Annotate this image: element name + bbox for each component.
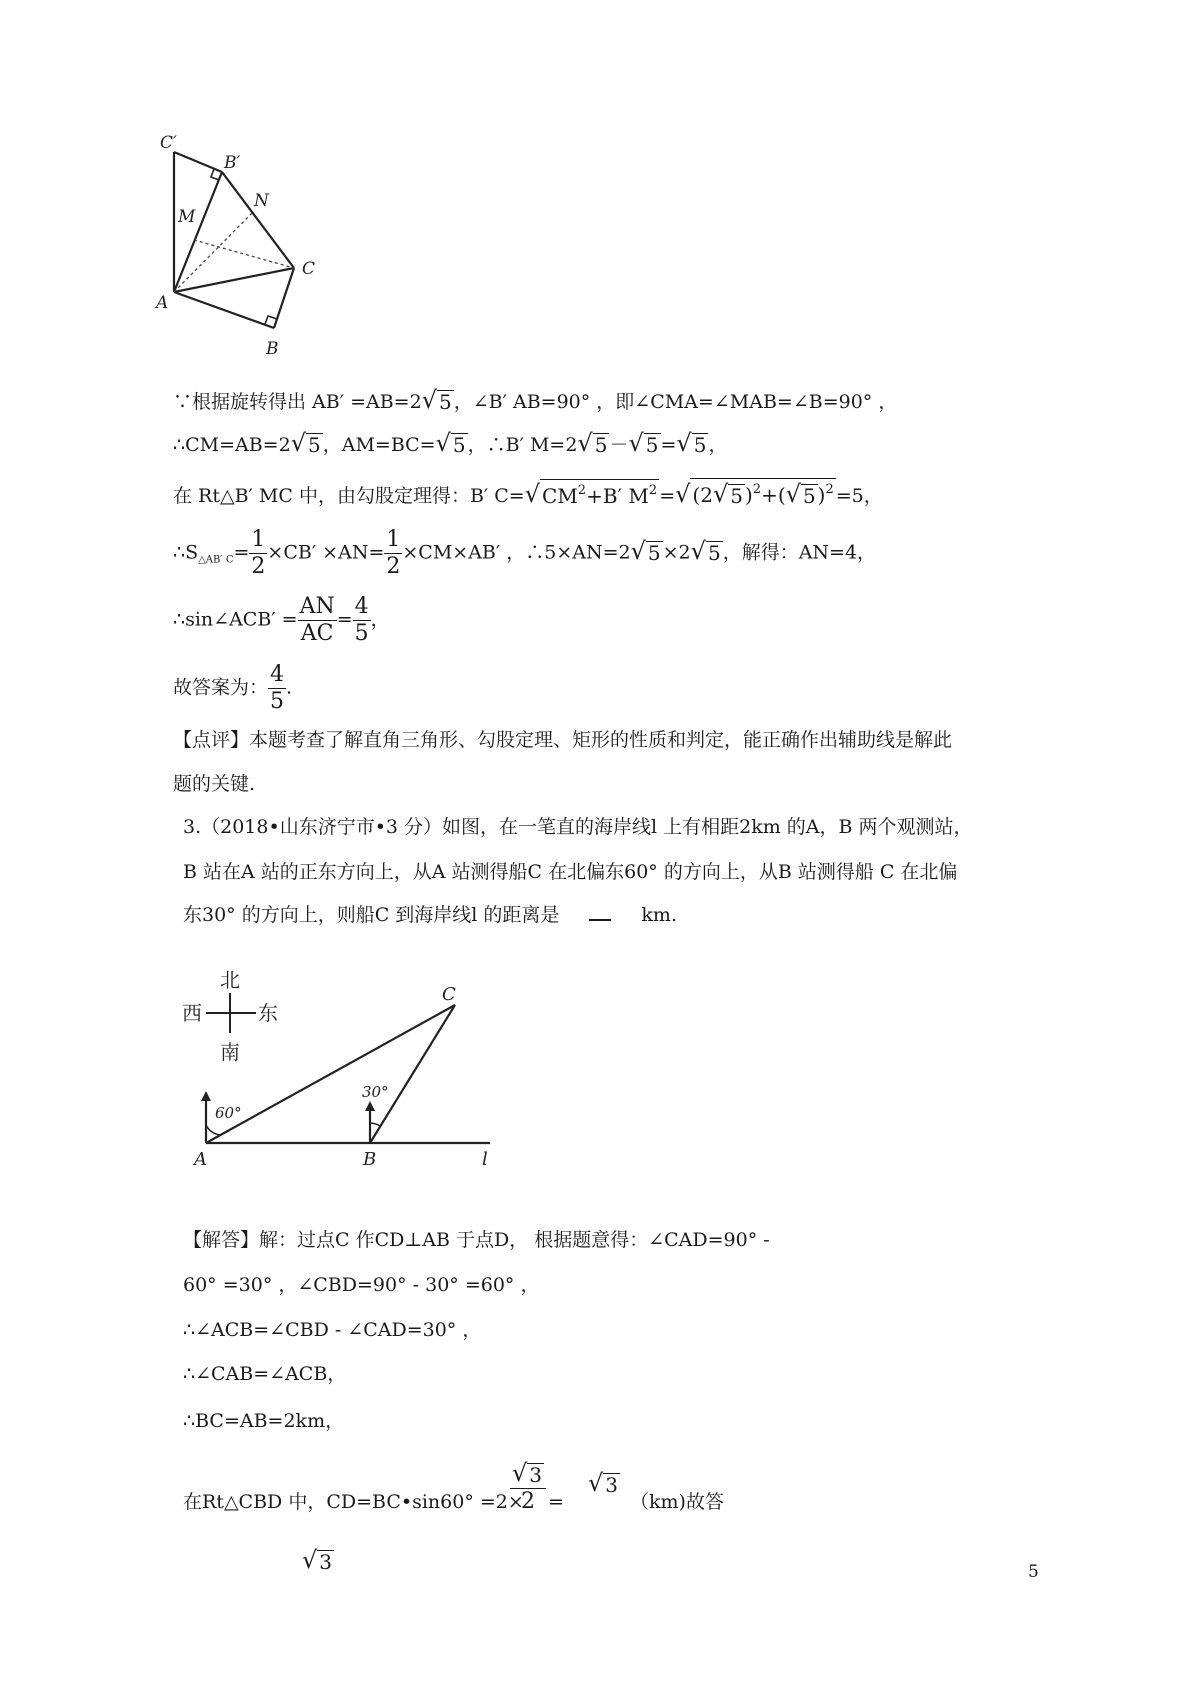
problem3-line1: 3.（2018•山东济宁市•3 分）如图，在一笔直的海岸线l 上有相距2km 的A，B 两个观测站， [183,816,973,838]
solution1-line1: ∵根据旋转得出 AB′ =AB=2 √ 5 ，∠B′ AB=90° ，即∠CMA=∠MAB=∠B=90° ， [173,386,898,414]
problem3-line2: B 站在A 站的正东方向上，从A 站测得船C 在北偏东60° 的方向上，从B 站测得船 C 在北偏 [183,861,958,883]
label-a: A [194,1149,207,1170]
label-b-prime: B′ [224,153,241,173]
label-a: A [156,293,169,313]
svg-text:东: 东 [258,1001,278,1025]
page-number: 5 [1028,1562,1039,1582]
solution3-line6: 在Rt△CBD 中，CD=BC•sin60° =2× [183,1491,524,1513]
angle-60-label: 60° [215,1104,242,1122]
comment-line1: 【点评】本题考查了解直角三角形、勾股定理、矩形的性质和判定，能正确作出辅助线是解此 [173,729,953,751]
label-m: M [178,207,196,227]
label-c: C [442,984,456,1005]
label-c: C [302,259,316,279]
svg-text:西: 西 [182,1001,202,1025]
angle-30-label: 30° [362,1083,389,1101]
svg-text:北: 北 [220,968,240,992]
sin60-fraction: √ 3 2 [510,1460,546,1515]
result-sqrt3: √ 3 [588,1469,619,1497]
solution1-line2: ∴CM=AB=2 √ 5 ，AM=BC= √ 5 ，∴B′ M=2 √ 5 － √ 5 = √ 5 ， [173,429,728,457]
problem3-line3: 东30° 的方向上，则船C 到海岸线l 的距离是 km. [183,904,677,926]
compass-icon [182,968,278,1064]
geometry-figure-rotation [150,130,350,370]
label-n: N [254,191,269,211]
solution3-line1: 【解答】解：过点C 作CD⊥AB 于点D， 根据题意得：∠CAD=90° - [183,1229,770,1251]
label-c-prime: C′ [160,133,177,153]
equals-sign: = [548,1491,564,1513]
answer-sqrt3: √ 3 [302,1546,333,1574]
solution3-line4: ∴∠CAB=∠ACB， [183,1363,347,1385]
label-b: B [266,339,279,359]
answer-line: 故答案为： $\frac{4}{5}$ . [173,662,293,714]
solution1-line3: 在 Rt△B′ MC 中，由勾股定理得：B′ C= √ $CM^2+B'$ $M^2$ = √ (2 √ 5 )$^2$+( √ 5 )$^2$ =5， [173,480,883,508]
answer-blank [589,919,611,921]
sqrt-expression: √ 5 [421,386,452,414]
solution1-line5: ∴sin∠ACB′ = $\frac{AN}{AC}$ = $\frac{4}{5}$ ， [173,594,390,646]
solution1-line4: $\therefore S_{\triangle AB' C}=$ $\frac{1}{2}$ ×CB′ ×AN= $\frac{1}{2}$ ×CM×AB′ ，∴5×AN=2 √ 5 ×2 √ 5 ，解得：AN=4， [173,527,877,579]
solution3-line2: 60° =30° ，∠CBD=90° - 30° =60° ， [183,1274,540,1296]
km-text: （km)故答 [630,1491,724,1513]
label-l: l [482,1149,488,1170]
comment-line2: 题的关键. [173,773,256,795]
svg-text:南: 南 [220,1040,240,1064]
solution3-line5: ∴BC=AB=2km， [183,1410,345,1432]
label-b: B [363,1149,377,1170]
navigation-figure [170,965,500,1175]
solution3-line3: ∴∠ACB=∠CBD - ∠CAD=30° ， [183,1319,482,1341]
